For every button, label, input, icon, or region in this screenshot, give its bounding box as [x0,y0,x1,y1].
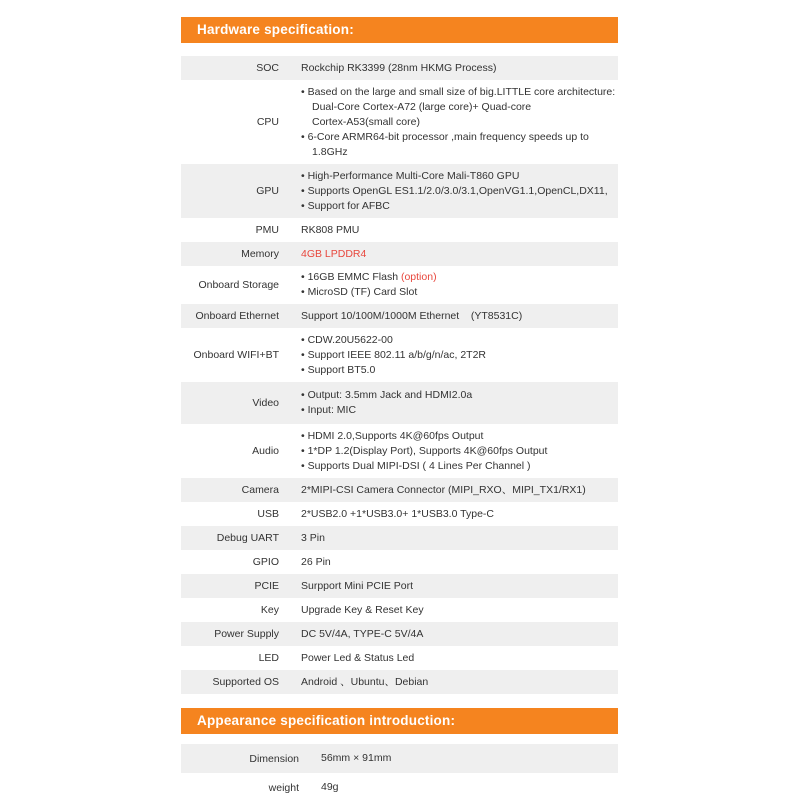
spec-line: • Support for AFBC [301,199,390,212]
spec-value [289,56,618,80]
spec-label: LED [181,646,289,670]
spec-value [289,598,618,622]
spec-value [309,744,618,773]
spec-row-cpu [181,80,618,164]
spec-row-memory [181,242,618,266]
spec-value [289,242,618,266]
spec-line: Dual-Core Cortex-A72 (large core)+ Quad-core [312,100,532,113]
spec-label: Onboard Storage [181,266,289,304]
spec-label: Onboard Ethernet [181,304,289,328]
spec-line: • MicroSD (TF) Card Slot [301,286,418,298]
hardware-spec-table [181,56,618,694]
spec-label: CPU [181,80,289,164]
spec-label: Supported OS [181,670,289,694]
spec-line: 56mm × 91mm [321,752,392,764]
spec-row-onboard-storage [181,266,618,304]
spec-line: • Output: 3.5mm Jack and HDMI2.0a [301,389,473,401]
spec-row-pmu [181,218,618,242]
spec-value [289,164,618,218]
spec-label: Memory [181,242,289,266]
spec-value [289,328,618,382]
spec-line: RK808 PMU [301,223,360,236]
spec-line: Power Led & Status Led [301,651,415,664]
spec-row-debug-uart [181,526,618,550]
spec-row-usb [181,502,618,526]
spec-row-dimension [181,744,618,773]
spec-label: Power Supply [181,622,289,646]
spec-line: 26 Pin [301,555,331,568]
spec-line: Android 、Ubuntu、Debian [301,675,429,688]
spec-label: Debug UART [181,526,289,550]
spec-row-supported-os [181,670,618,694]
spec-row-power-supply [181,622,618,646]
spec-line: Surpport Mini PCIE Port [301,579,414,592]
appearance-spec-banner [181,708,618,734]
appearance-spec-title: Appearance specification introduction: [197,713,456,728]
option-note: (option) [400,271,437,283]
spec-line: • Input: MIC [301,404,357,416]
spec-row-weight [181,773,618,802]
spec-line: • Supports OpenGL ES1.1/2.0/3.0/3.1,OpenVG1.1,OpenCL,DX11, [301,184,608,197]
spec-row-onboard-wifi-bt [181,328,618,382]
spec-line: 3 Pin [301,531,325,544]
spec-label: GPIO [181,550,289,574]
spec-line: 49g [321,781,339,793]
spec-row-pcie [181,574,618,598]
spec-line: 1.8GHz [312,145,348,158]
spec-line-highlight: 4GB LPDDR4 [301,247,367,260]
spec-value [289,670,618,694]
spec-value [289,526,618,550]
spec-line: • Supports Dual MIPI-DSI ( 4 Lines Per Channel ) [301,459,531,472]
spec-label: Key [181,598,289,622]
spec-line: 2*USB2.0 +1*USB3.0+ 1*USB3.0 Type-C [301,507,495,520]
spec-line: • High-Performance Multi-Core Mali-T860 GPU [301,169,520,182]
spec-label: Dimension [181,744,309,773]
spec-label: Onboard WIFI+BT [181,328,289,382]
spec-value [289,304,618,328]
spec-line: • Based on the large and small size of big.LITTLE core architecture: [301,85,616,98]
spec-value [289,266,618,304]
spec-value [289,502,618,526]
spec-line: Upgrade Key & Reset Key [301,603,424,616]
hardware-spec-title: Hardware specification: [197,22,354,37]
spec-line: • 1*DP 1.2(Display Port), Supports 4K@60fps Output [301,444,548,457]
spec-value [289,218,618,242]
spec-value [289,382,618,424]
spec-label: GPU [181,164,289,218]
spec-line: • CDW.20U5622-00 [301,333,393,346]
spec-line: • HDMI 2.0,Supports 4K@60fps Output [301,429,484,442]
spec-line-text: • 16GB EMMC Flash [301,271,399,283]
spec-line: • 6-Core ARMR64-bit processor ,main frequency speeds up to [301,130,589,143]
spec-row-camera [181,478,618,502]
spec-line: DC 5V/4A, TYPE-C 5V/4A [301,627,424,640]
spec-label: SOC [181,56,289,80]
spec-value [289,622,618,646]
spec-line [301,270,618,285]
appearance-spec-table [181,744,618,802]
spec-value [289,424,618,478]
spec-label: Camera [181,478,289,502]
spec-line: 2*MIPI-CSI Camera Connector (MIPI_RXO、MIPI_TX1/RX1) [301,483,586,496]
spec-value [289,646,618,670]
spec-value [309,773,618,802]
spec-row-gpu [181,164,618,218]
spec-line: • Support IEEE 802.11 a/b/g/n/ac, 2T2R [301,348,487,361]
spec-label: PMU [181,218,289,242]
spec-label: PCIE [181,574,289,598]
spec-label: Audio [181,424,289,478]
spec-line: Rockchip RK3399 (28nm HKMG Process) [301,61,497,74]
spec-value [289,574,618,598]
spec-row-video [181,382,618,424]
spec-line: Support 10/100M/1000M Ethernet (YT8531C) [301,309,523,322]
spec-value [289,550,618,574]
spec-line: • Support BT5.0 [301,363,376,376]
spec-row-gpio [181,550,618,574]
spec-value [289,80,618,164]
spec-row-led [181,646,618,670]
spec-label: weight [181,773,309,802]
spec-label: Video [181,382,289,424]
spec-row-onboard-ethernet [181,304,618,328]
spec-line: Cortex-A53(small core) [312,115,420,128]
spec-row-audio [181,424,618,478]
spec-row-key [181,598,618,622]
spec-row-soc [181,56,618,80]
hardware-spec-banner [181,17,618,43]
spec-value [289,478,618,502]
spec-label: USB [181,502,289,526]
